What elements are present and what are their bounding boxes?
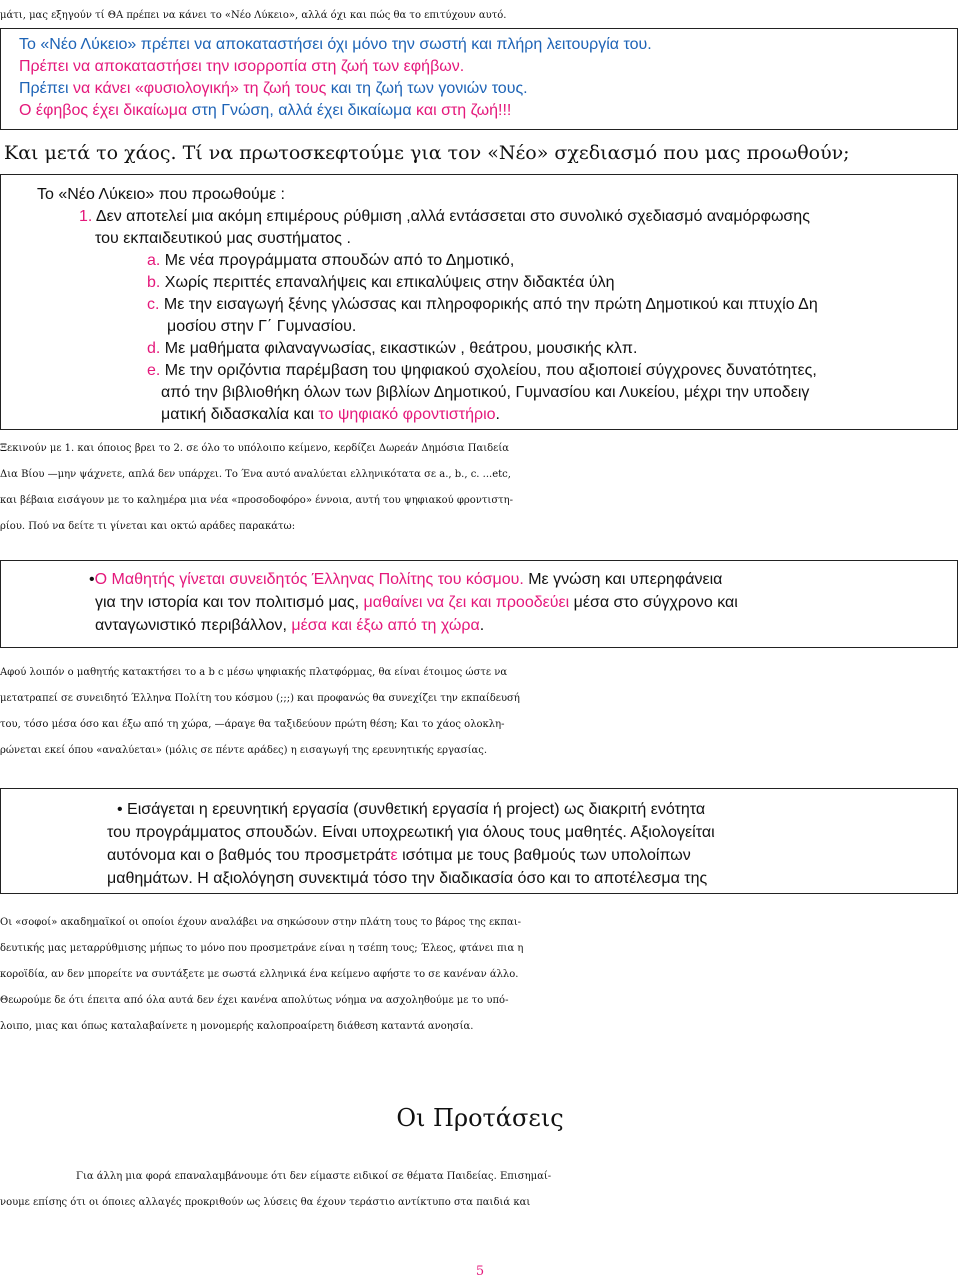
- item-c-line-1: [147, 295, 818, 315]
- box4-line-1: [117, 799, 705, 821]
- paragraph-1-line: Δια Βίου —μην ψάχνετε, απλά δεν υπάρχει. Το Ένα αυτό αναλύεται ελληνικότατα σε a., b., c. ...etc,: [0, 469, 511, 480]
- paragraph-2-line: ρώνεται εκεί όπου «αναλύεται» (μόλις σε πέντε αράδες) η εισαγωγή της ερευνητικής εργασίας.: [0, 745, 488, 756]
- paragraph-2-line: μετατραπεί σε συνειδητό Έλληνα Πολίτη του κόσμου (;;;) και προφανώς θα συνεχίζει την εκπαίδευσή: [0, 693, 520, 704]
- box3-line-2: [95, 592, 738, 614]
- item-a-marker: a.: [147, 252, 161, 269]
- quote-box-research: [0, 788, 958, 894]
- box1-line-3-a: Πρέπει: [19, 80, 73, 97]
- paragraph-3-line: λοιπο, μιας και όπως καταλαβαίνετε η μονομερής καλοπροαίρετη διάθεση καταντά ανοησία.: [0, 1021, 474, 1032]
- item-c-text: Με την εισαγωγή ξένης γλώσσας και πληροφορικής από την πρώτη Δημοτικού και πτυχίο Δη: [159, 296, 818, 313]
- box3-line-3-c: .: [479, 617, 485, 634]
- item-a-text: Με νέα προγράμματα σπουδών από το Δημοτικό,: [160, 252, 515, 269]
- item-e-line-3-b: το ψηφιακό φροντιστήριο: [318, 406, 496, 423]
- paragraph-4-line: νουμε επίσης ότι οι όποιες αλλαγές προκριθούν ως λύσεις θα έχουν τεράστιο αντίκτυπο στα παιδιά και: [0, 1197, 531, 1208]
- item-e-line-3: [161, 405, 500, 425]
- box4-line-2: του προγράμματος σπουδών. Είναι υποχρεωτική για όλους τους μαθητές. Αξιολογείται: [107, 824, 715, 841]
- quote-box-new-lyceum: [0, 174, 958, 430]
- section-title: Οι Προτάσεις: [396, 1104, 564, 1132]
- paragraph-4: [0, 1164, 960, 1216]
- box1-line-4-a: Ο έφηβος έχει δικαίωμα: [19, 102, 188, 119]
- paragraph-3-line: κοροϊδία, αν δεν μπορείτε να συντάξετε με σωστά ελληνικά ένα κείμενο αφήστε το σε κανέναν άλλο.: [0, 969, 519, 980]
- item-e-line-3-a: ματική διδασκαλία και: [161, 406, 319, 423]
- paragraph-3: [0, 910, 960, 1040]
- box1-line-3-b: να κάνει «φυσιολογική» τη ζωή τους: [72, 80, 327, 97]
- paragraph-2-line: Αφού λοιπόν ο μαθητής κατακτήσει το a b c μέσω ψηφιακής πλατφόρμας, θα είναι έτοιμος ώστε να: [0, 667, 508, 678]
- item-1-line-2: του εκπαιδευτικού μας συστήματος .: [95, 230, 351, 247]
- item-e-line-3-c: .: [495, 406, 500, 423]
- item-c-line-2: μοσίου στην Γ΄ Γυμνασίου.: [167, 318, 357, 335]
- box3-line-1: [89, 569, 722, 591]
- box2-heading: Το «Νέο Λύκειο» που προωθούμε :: [37, 186, 285, 203]
- item-c-marker: c.: [147, 296, 160, 313]
- box3-bullet: •: [89, 571, 95, 588]
- box1-line-4: [19, 101, 511, 121]
- item-b-marker: b.: [147, 274, 161, 291]
- box3-line-1-b: Με γνώση και υπερηφάνεια: [523, 571, 723, 588]
- box3-line-2-a: για την ιστορία και τον πολιτισμό μας,: [95, 594, 364, 611]
- item-d: [147, 339, 637, 359]
- paragraph-3-line: Θεωρούμε δε ότι έπειτα από όλα αυτά δεν έχει κανένα απολύτως νόημα να ασχοληθούμε με το υπό-: [0, 995, 509, 1006]
- box4-bullet: •: [117, 801, 123, 818]
- chaos-line: Και μετά το χάος. Τί να πρωτοσκεφτούμε για τον «Νέο» σχεδιασμό που μας προωθούν;: [4, 142, 850, 164]
- box1-line-3: [19, 79, 528, 99]
- item-e-line-2: από την βιβλιοθήκη όλων των βιβλίων Δημοτικού, Γυμνασίου και Λυκείου, μέχρι την υποδειγ: [161, 384, 810, 401]
- item-1-line-1: [79, 207, 810, 227]
- page-number: 5: [475, 1264, 485, 1279]
- paragraph-2: [0, 660, 960, 764]
- box4-line-1-text: Εισάγεται η ερευνητική εργασία (συνθετική εργασία ή project) ως διακριτή ενότητα: [122, 801, 706, 818]
- item-e-line-1: [147, 361, 817, 381]
- item-a: [147, 251, 514, 271]
- box1-line-4-c: και στη ζωή: [416, 102, 499, 119]
- box3-line-3-b: μέσα και έξω από τη χώρα: [291, 617, 480, 634]
- item-1-number: 1.: [79, 208, 93, 225]
- box4-line-3-a: αυτόνομα και ο βαθμός του προσμετράτ: [107, 847, 391, 864]
- box4-line-3-c: ισότιμα με τους βαθμούς των υπολοίπων: [397, 847, 691, 864]
- item-b-text: Χωρίς περιττές επαναλήψεις και επικαλύψεις στην διδακτέα ύλη: [160, 274, 615, 291]
- paragraph-4-line: Για άλλη μια φορά επαναλαμβάνουμε ότι δεν είμαστε ειδικοί σε θέματα Παιδείας. Επισημαί-: [76, 1171, 552, 1182]
- box3-line-2-c: μέσα στο σύγχρονο και: [569, 594, 738, 611]
- box3-line-2-b: μαθαίνει να ζει και προοδεύει: [363, 594, 570, 611]
- box4-line-3-b: ε: [390, 847, 398, 864]
- box1-line-1: Το «Νέο Λύκειο» πρέπει να αποκαταστήσει όχι μόνο την σωστή και πλήρη λειτουργία του.: [19, 36, 652, 53]
- box3-line-3-a: ανταγωνιστικό περιβάλλον,: [95, 617, 292, 634]
- item-b: [147, 273, 615, 293]
- paragraph-1-line: ρίου. Πού να δείτε τι γίνεται και οκτώ αράδες παρακάτω:: [0, 521, 296, 532]
- paragraph-1-line: Ξεκινούν με 1. και όποιος βρει το 2. σε όλο το υπόλοιπο κείμενο, κερδίζει Δωρεάν Δημόσια Παιδεία: [0, 443, 509, 454]
- box4-line-3: [107, 845, 691, 867]
- box3-line-1-a: Ο Μαθητής γίνεται συνειδητός Έλληνας Πολίτης του κόσμου.: [94, 571, 524, 588]
- paragraph-3-line: δευτικής μας μεταρρύθμισης μήπως το μόνο που προσμετράνε είναι η τσέπη τους; Έλεος, φτάνει πια η: [0, 943, 524, 954]
- item-d-marker: d.: [147, 340, 161, 357]
- paragraph-3-line: Οι «σοφοί» ακαδημαϊκοί οι οποίοι έχουν αναλάβει να σηκώσουν στην πλάτη τους το βάρος της εκπαι-: [0, 917, 522, 928]
- box1-line-2: Πρέπει να αποκαταστήσει την ισορροπία στη ζωή των εφήβων.: [19, 58, 465, 75]
- item-1-text: Δεν αποτελεί μια ακόμη επιμέρους ρύθμιση ,αλλά εντάσσεται στο συνολικό σχεδιασμό αναμόρφωσης: [92, 208, 810, 225]
- box1-line-4-d: !!!: [498, 102, 512, 119]
- box1-line-4-b: στη Γνώση, αλλά έχει δικαίωμα: [187, 102, 417, 119]
- item-e-text: Με την οριζόντια παρέμβαση του ψηφιακού σχολείου, που αξιοποιεί σύγχρονες δυνατότητες,: [160, 362, 817, 379]
- paragraph-1-line: και βέβαια εισάγουν με το καλημέρα μια νέα «προσοδοφόρο» έννοια, αυτή του ψηφιακού φροντιστη-: [0, 495, 514, 506]
- box4-line-4: μαθημάτων. Η αξιολόγηση συνεκτιμά τόσο την διαδικασία όσο και το αποτέλεσμα της: [107, 870, 708, 887]
- paragraph-2-line: του, τόσο μέσα όσο και έξω από τη χώρα, —άραγε θα ταξιδεύουν πρώτη θέση; Και το χάος ολοκλη-: [0, 719, 505, 730]
- quote-box-citizen: [0, 560, 958, 648]
- box3-line-3: [95, 615, 484, 637]
- intro-line: μάτι, μας εξηγούν τί ΘΑ πρέπει να κάνει το «Νέο Λύκειο», αλλά όχι και πώς θα το επιτύχουν αυτό.: [0, 10, 507, 21]
- item-d-text: Με μαθήματα φιλαναγνωσίας, εικαστικών , θεάτρου, μουσικής κλπ.: [160, 340, 638, 357]
- box1-line-3-c: και τη ζωή των γονιών τους.: [326, 80, 528, 97]
- item-e-marker: e.: [147, 362, 161, 379]
- quote-box-lyceum: [0, 28, 958, 130]
- paragraph-1: [0, 436, 960, 540]
